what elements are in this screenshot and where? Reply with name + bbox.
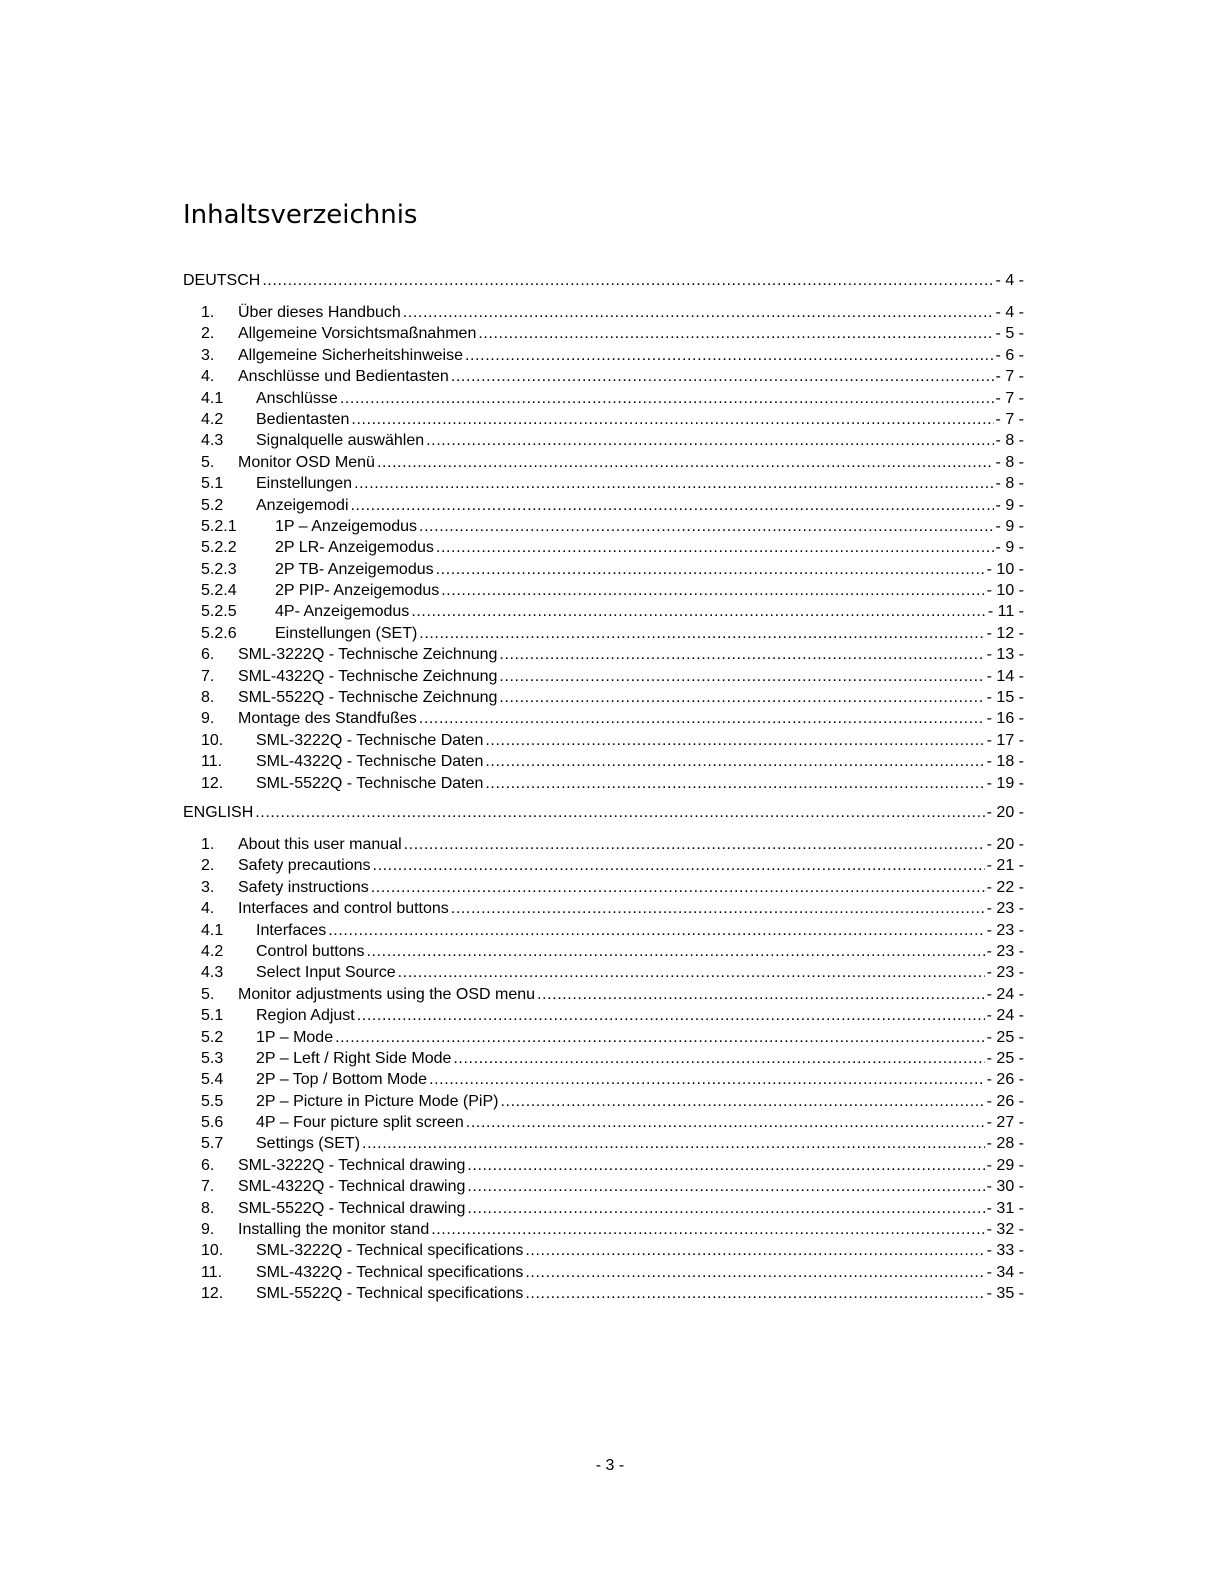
toc-entry[interactable] xyxy=(183,366,1024,387)
toc-entry-title: Einstellungen (SET) xyxy=(275,624,418,642)
toc-leader-dots xyxy=(419,516,994,537)
toc-entry-title: 4P- Anzeigemodus xyxy=(275,603,410,621)
toc-entry-number: 10. xyxy=(201,731,224,749)
toc-entry-title: Über dieses Handbuch xyxy=(238,304,401,321)
toc-entry-number: 4. xyxy=(201,368,215,386)
toc-leader-dots xyxy=(467,1155,984,1176)
toc-leader-dots xyxy=(367,941,985,962)
toc-leader-dots xyxy=(335,1027,985,1048)
toc-entry[interactable] xyxy=(183,388,1024,409)
toc-entry-title: SML-5522Q - Technische Zeichnung xyxy=(238,689,498,707)
toc-page-number: - 9 - xyxy=(995,496,1024,514)
toc-leader-dots xyxy=(262,270,993,291)
toc-entry-number: 4.3 xyxy=(201,964,224,982)
toc-entry-title: Monitor adjustments using the OSD menu xyxy=(238,985,536,1003)
toc-page-number: - 25 - xyxy=(986,1028,1024,1046)
toc-page-number: - 23 - xyxy=(986,900,1024,918)
toc-entry[interactable] xyxy=(183,1283,1024,1304)
toc-entry-title: Safety instructions xyxy=(238,878,369,896)
toc-entry-title: Select Input Source xyxy=(256,964,396,982)
toc-page-number: - 13 - xyxy=(986,646,1024,664)
toc-entry[interactable] xyxy=(183,751,1024,772)
toc-leader-dots xyxy=(451,898,985,919)
toc-leader-dots xyxy=(419,708,985,729)
toc-entry[interactable] xyxy=(183,941,1024,962)
toc-page-number: - 21 - xyxy=(986,857,1024,875)
toc-entry[interactable] xyxy=(183,1176,1024,1197)
toc-leader-dots xyxy=(478,323,993,344)
toc-leader-dots xyxy=(351,495,994,516)
toc-entry-title: Anschlüsse xyxy=(256,389,338,407)
toc-entry-title: 2P – Picture in Picture Mode (PiP) xyxy=(256,1092,499,1110)
toc-leader-dots xyxy=(467,1176,984,1197)
toc-leader-dots xyxy=(465,345,994,366)
toc-page-number: - 32 - xyxy=(986,1221,1024,1239)
toc-entry-title: Settings (SET) xyxy=(256,1135,361,1153)
toc-entry[interactable] xyxy=(183,559,1024,580)
toc-page-number: - 27 - xyxy=(986,1114,1024,1132)
toc-entry[interactable] xyxy=(183,773,1024,794)
toc-leader-dots xyxy=(451,366,994,387)
toc-page-number: - 10 - xyxy=(986,582,1024,600)
toc-page-number: - 8 - xyxy=(995,475,1024,493)
toc-entry-title: 2P LR- Anzeigemodus xyxy=(275,539,434,557)
toc-page-number: - 30 - xyxy=(986,1178,1024,1196)
toc-entry-title: Interfaces and control buttons xyxy=(238,900,449,918)
toc-page-number: - 24 - xyxy=(986,985,1024,1003)
toc-page-number: - 23 - xyxy=(986,921,1024,939)
toc-page-number: - 35 - xyxy=(986,1285,1024,1303)
toc-leader-dots xyxy=(485,773,984,794)
toc-entry[interactable] xyxy=(183,537,1024,558)
toc-entry-title: Anschlüsse und Bedientasten xyxy=(238,368,449,386)
toc-section-label: DEUTSCH xyxy=(183,272,261,289)
toc-entry-title: Region Adjust xyxy=(256,1007,355,1025)
toc-entry-title: SML-5522Q - Technical drawing xyxy=(238,1199,466,1217)
toc-entry-number: 5.1 xyxy=(201,475,224,493)
toc-entry[interactable] xyxy=(183,708,1024,729)
toc-leader-dots xyxy=(467,1198,984,1219)
toc-leader-dots xyxy=(429,1069,985,1090)
toc-entry-title: Bedientasten xyxy=(256,410,350,428)
page-title: Inhaltsverzeichnis xyxy=(183,200,418,230)
toc-entry-number: 1. xyxy=(201,835,215,853)
table-of-contents xyxy=(183,270,1024,1305)
toc-entry[interactable] xyxy=(183,687,1024,708)
toc-leader-dots xyxy=(525,1283,984,1304)
toc-page-number: - 7 - xyxy=(995,389,1024,407)
toc-entry-title: SML-4322Q - Technische Zeichnung xyxy=(238,667,498,685)
toc-entry-title: Signalquelle auswählen xyxy=(256,432,425,450)
toc-page-number: - 33 - xyxy=(986,1242,1024,1260)
toc-leader-dots xyxy=(436,559,985,580)
toc-page-number: - 23 - xyxy=(986,964,1024,982)
toc-entry[interactable] xyxy=(183,962,1024,983)
toc-entry[interactable] xyxy=(183,644,1024,665)
toc-leader-dots xyxy=(362,1133,985,1154)
toc-entry-number: 5.2.4 xyxy=(201,582,237,600)
toc-page-number: - 11 - xyxy=(987,603,1024,621)
toc-entry-number: 4.2 xyxy=(201,410,224,428)
toc-entry[interactable] xyxy=(183,345,1024,366)
toc-leader-dots xyxy=(441,580,984,601)
toc-page-number: - 29 - xyxy=(986,1156,1024,1174)
toc-page-number: - 31 - xyxy=(986,1199,1024,1217)
toc-entry[interactable] xyxy=(183,1112,1024,1133)
toc-page-number: - 9 - xyxy=(995,517,1024,535)
toc-entry[interactable] xyxy=(183,452,1024,473)
toc-entry[interactable] xyxy=(183,601,1024,622)
toc-entry-number: 2. xyxy=(201,857,215,875)
toc-page-number: - 10 - xyxy=(986,560,1024,578)
toc-entry-number: 10. xyxy=(201,1242,224,1260)
toc-entry[interactable] xyxy=(183,516,1024,537)
toc-entry[interactable] xyxy=(183,580,1024,601)
toc-entry-number: 6. xyxy=(201,646,215,664)
toc-entry-title: SML-4322Q - Technical specifications xyxy=(256,1263,524,1281)
toc-page-number: - 7 - xyxy=(995,368,1024,386)
toc-entry-number: 9. xyxy=(201,710,215,728)
toc-entry-number: 5.2 xyxy=(201,1028,224,1046)
toc-leader-dots xyxy=(499,687,984,708)
toc-page-number: - 20 - xyxy=(986,803,1024,821)
toc-entry-title: 1P – Anzeigemodus xyxy=(275,517,418,535)
toc-entry-title: 4P – Four picture split screen xyxy=(256,1114,464,1132)
toc-page-number: - 34 - xyxy=(986,1263,1024,1281)
toc-entry-number: 6. xyxy=(201,1156,215,1174)
toc-entry-title: 2P – Left / Right Side Mode xyxy=(256,1049,452,1067)
toc-entry-title: Installing the monitor stand xyxy=(238,1221,430,1239)
toc-entry-title: SML-5522Q - Technische Daten xyxy=(256,774,484,792)
toc-leader-dots xyxy=(404,834,985,855)
toc-entry-number: 12. xyxy=(201,1285,224,1303)
toc-entry[interactable] xyxy=(183,920,1024,941)
toc-entry-title: 2P PIP- Anzeigemodus xyxy=(275,582,440,600)
toc-page-number: - 19 - xyxy=(986,774,1024,792)
toc-leader-dots xyxy=(328,920,984,941)
toc-entry-number: 5.2.6 xyxy=(201,624,237,642)
toc-entry-number: 4.3 xyxy=(201,432,224,450)
toc-entry[interactable] xyxy=(183,898,1024,919)
toc-page-number: - 25 - xyxy=(986,1049,1024,1067)
toc-entry[interactable] xyxy=(183,623,1024,644)
toc-entry-number: 5.2 xyxy=(201,496,224,514)
toc-entry-number: 5.4 xyxy=(201,1071,224,1089)
toc-entry-number: 9. xyxy=(201,1221,215,1239)
toc-entry[interactable] xyxy=(183,855,1024,876)
toc-entry-number: 5. xyxy=(201,985,215,1003)
toc-section-english[interactable] xyxy=(183,802,1024,828)
toc-entry-number: 2. xyxy=(201,325,215,343)
toc-leader-dots xyxy=(354,473,993,494)
toc-leader-dots xyxy=(499,644,984,665)
toc-leader-dots xyxy=(436,537,994,558)
toc-entry-title: Monitor OSD Menü xyxy=(238,453,375,471)
toc-page-number: - 6 - xyxy=(995,346,1024,364)
toc-entry-number: 3. xyxy=(201,346,215,364)
toc-leader-dots xyxy=(485,730,984,751)
toc-page-number: - 26 - xyxy=(986,1071,1024,1089)
toc-entry[interactable] xyxy=(183,1027,1024,1048)
toc-leader-dots xyxy=(377,452,994,473)
toc-entry-number: 5.6 xyxy=(201,1114,224,1132)
toc-entry[interactable] xyxy=(183,495,1024,516)
toc-leader-dots xyxy=(431,1219,984,1240)
toc-entry[interactable] xyxy=(183,1219,1024,1240)
toc-page-number: - 4 - xyxy=(995,304,1024,321)
toc-page-number: - 22 - xyxy=(986,878,1024,896)
toc-entry-title: SML-4322Q - Technische Daten xyxy=(256,753,484,771)
toc-entry-title: Control buttons xyxy=(256,942,365,960)
toc-entry-number: 5. xyxy=(201,453,215,471)
toc-entry-number: 4. xyxy=(201,900,215,918)
toc-leader-dots xyxy=(525,1240,984,1261)
toc-entry-number: 3. xyxy=(201,878,215,896)
toc-entry[interactable] xyxy=(183,666,1024,687)
toc-page-number: - 28 - xyxy=(986,1135,1024,1153)
toc-page-number: - 18 - xyxy=(986,753,1024,771)
toc-page-number: - 26 - xyxy=(986,1092,1024,1110)
toc-page-number: - 17 - xyxy=(986,731,1024,749)
toc-leader-dots xyxy=(255,802,984,823)
toc-entry[interactable] xyxy=(183,473,1024,494)
toc-entry-title: 1P – Mode xyxy=(256,1028,334,1046)
toc-entry-title: Interfaces xyxy=(256,921,327,939)
toc-entry-title: Allgemeine Vorsichtsmaßnahmen xyxy=(238,325,477,343)
toc-entry-number: 4.2 xyxy=(201,942,224,960)
toc-entry[interactable] xyxy=(183,1048,1024,1069)
toc-entry[interactable] xyxy=(183,1198,1024,1219)
toc-leader-dots xyxy=(426,430,993,451)
toc-entry-number: 5.5 xyxy=(201,1092,224,1110)
toc-leader-dots xyxy=(398,962,985,983)
toc-leader-dots xyxy=(500,1091,984,1112)
toc-entry-title: 2P TB- Anzeigemodus xyxy=(275,560,434,578)
toc-entry-title: SML-3222Q - Technical specifications xyxy=(256,1242,524,1260)
toc-leader-dots xyxy=(419,623,984,644)
toc-section-deutsch[interactable] xyxy=(183,270,1024,296)
toc-entry-title: SML-3222Q - Technical drawing xyxy=(238,1156,466,1174)
toc-page-number: - 9 - xyxy=(995,539,1024,557)
toc-entry[interactable] xyxy=(183,430,1024,451)
toc-leader-dots xyxy=(453,1048,984,1069)
toc-leader-dots xyxy=(371,877,985,898)
toc-entry-number: 5.2.2 xyxy=(201,539,237,557)
toc-entry[interactable] xyxy=(183,409,1024,430)
toc-entry-title: Montage des Standfußes xyxy=(238,710,417,728)
toc-page-number: - 12 - xyxy=(986,624,1024,642)
toc-entry-number: 12. xyxy=(201,774,224,792)
toc-entry-number: 11. xyxy=(201,1263,223,1281)
toc-entry[interactable] xyxy=(183,1069,1024,1090)
toc-entry-number: 5.3 xyxy=(201,1049,224,1067)
toc-entry-number: 5.2.1 xyxy=(201,517,237,535)
toc-leader-dots xyxy=(351,409,993,430)
toc-page-number: - 7 - xyxy=(995,410,1024,428)
toc-entry-number: 11. xyxy=(201,753,223,771)
toc-entry[interactable] xyxy=(183,302,1024,323)
toc-page-number: - 20 - xyxy=(986,835,1024,853)
toc-page-number: - 8 - xyxy=(995,432,1024,450)
toc-entry[interactable] xyxy=(183,1262,1024,1283)
toc-entry[interactable] xyxy=(183,1091,1024,1112)
toc-leader-dots xyxy=(411,601,986,622)
toc-entry[interactable] xyxy=(183,834,1024,855)
toc-entry[interactable] xyxy=(183,1155,1024,1176)
toc-entry-number: 4.1 xyxy=(201,921,224,939)
toc-entry-number: 5.2.3 xyxy=(201,560,237,578)
toc-entry-title: Einstellungen xyxy=(256,475,353,493)
toc-entry-title: About this user manual xyxy=(238,835,402,853)
toc-leader-dots xyxy=(403,302,994,323)
toc-leader-dots xyxy=(525,1262,984,1283)
toc-entry[interactable] xyxy=(183,1133,1024,1154)
page-number: - 3 - xyxy=(595,1457,625,1474)
toc-entry-number: 8. xyxy=(201,1199,215,1217)
toc-page-number: - 23 - xyxy=(986,942,1024,960)
toc-page-number: - 5 - xyxy=(995,325,1024,343)
toc-page-number: - 4 - xyxy=(995,272,1024,289)
toc-leader-dots xyxy=(466,1112,985,1133)
toc-entry-number: 5.7 xyxy=(201,1135,224,1153)
toc-leader-dots xyxy=(373,855,985,876)
toc-page-number: - 24 - xyxy=(986,1007,1024,1025)
toc-page-number: - 16 - xyxy=(986,710,1024,728)
toc-leader-dots xyxy=(499,666,984,687)
toc-entry-number: 4.1 xyxy=(201,389,224,407)
toc-entry-number: 7. xyxy=(201,667,215,685)
toc-entry[interactable] xyxy=(183,877,1024,898)
toc-section-label: ENGLISH xyxy=(183,803,254,821)
toc-entry-title: SML-5522Q - Technical specifications xyxy=(256,1285,524,1303)
toc-page-number: - 15 - xyxy=(986,689,1024,707)
toc-entry[interactable] xyxy=(183,1005,1024,1026)
toc-leader-dots xyxy=(340,388,994,409)
toc-entry[interactable] xyxy=(183,323,1024,344)
toc-entry-title: 2P – Top / Bottom Mode xyxy=(256,1071,428,1089)
toc-entry[interactable] xyxy=(183,1240,1024,1261)
toc-entry-title: SML-3222Q - Technische Daten xyxy=(256,731,484,749)
toc-leader-dots xyxy=(537,984,985,1005)
toc-leader-dots xyxy=(485,751,984,772)
toc-entry-title: Allgemeine Sicherheitshinweise xyxy=(238,346,464,364)
toc-page-number: - 8 - xyxy=(995,453,1024,471)
toc-entry[interactable] xyxy=(183,730,1024,751)
toc-entry[interactable] xyxy=(183,984,1024,1005)
toc-entry-number: 5.2.5 xyxy=(201,603,237,621)
toc-entry-title: SML-3222Q - Technische Zeichnung xyxy=(238,646,498,664)
toc-page-number: - 14 - xyxy=(986,667,1024,685)
toc-entry-title: SML-4322Q - Technical drawing xyxy=(238,1178,466,1196)
toc-entry-number: 1. xyxy=(201,304,215,321)
toc-leader-dots xyxy=(357,1005,985,1026)
toc-entry-title: Safety precautions xyxy=(238,857,371,875)
toc-entry-title: Anzeigemodi xyxy=(256,496,349,514)
toc-entry-number: 5.1 xyxy=(201,1007,224,1025)
toc-entry-number: 7. xyxy=(201,1178,215,1196)
toc-entry-number: 8. xyxy=(201,689,215,707)
